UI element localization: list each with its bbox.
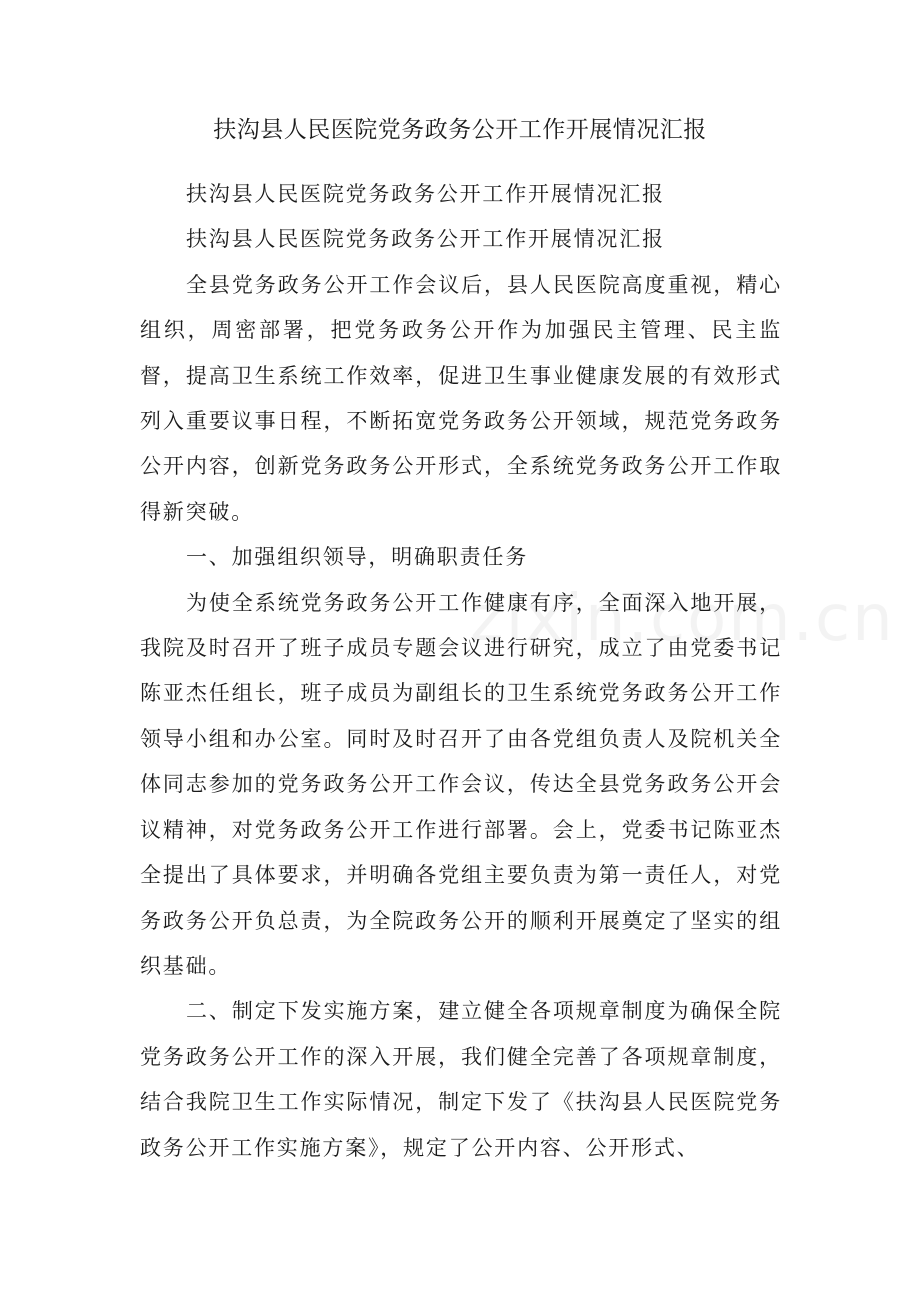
paragraph-intro: 全县党务政务公开工作会议后，县人民医院高度重视，精心组织，周密部署，把党务政务公开作为加强民主管理、民主监督，提高卫生系统工作效率，促进卫生事业健康发展的有效形式列入重要议事日程，不断拓宽党务政务公开领域，规范党务政务公开内容，创新党务政务公开形式，全系统党务政务公开工作取得新突破。: [140, 272, 782, 524]
paragraph-subtitle-2: 扶沟县人民医院党务政务公开工作开展情况汇报: [186, 227, 665, 252]
paragraph-section-2: 二、制定下发实施方案，建立健全各项规章制度为确保全院党务政务公开工作的深入开展，我们健全完善了各项规章制度，结合我院卫生工作实际情况，制定下发了《扶沟县人民医院党务政务公开工作实施方案》，规定了公开内容、公开形式、: [140, 999, 782, 1160]
document-title: 扶沟县人民医院党务政务公开工作开展情况汇报: [213, 117, 707, 143]
section-heading-1: 一、加强组织领导，明确职责任务: [186, 545, 528, 570]
document-body: [140, 172, 782, 1171]
paragraph-subtitle-1: 扶沟县人民医院党务政务公开工作开展情况汇报: [186, 182, 665, 206]
paragraph-section-1: 为使全系统党务政务公开工作健康有序，全面深入地开展，我院及时召开了班子成员专题会议进行研究，成立了由党委书记陈亚杰任组长，班子成员为副组长的卫生系统党务政务公开工作领导小组和办公室。同时及时召开了由各党组负责人及院机关全体同志参加的党务政务公开工作会议，传达全县党务政务公开会议精神，对党务政务公开工作进行部署。会上，党委书记陈亚杰全提出了具体要求，并明确各党组主要负责为第一责任人，对党务政务公开负总责，为全院政务公开的顺利开展奠定了坚实的组织基础。: [140, 590, 782, 978]
